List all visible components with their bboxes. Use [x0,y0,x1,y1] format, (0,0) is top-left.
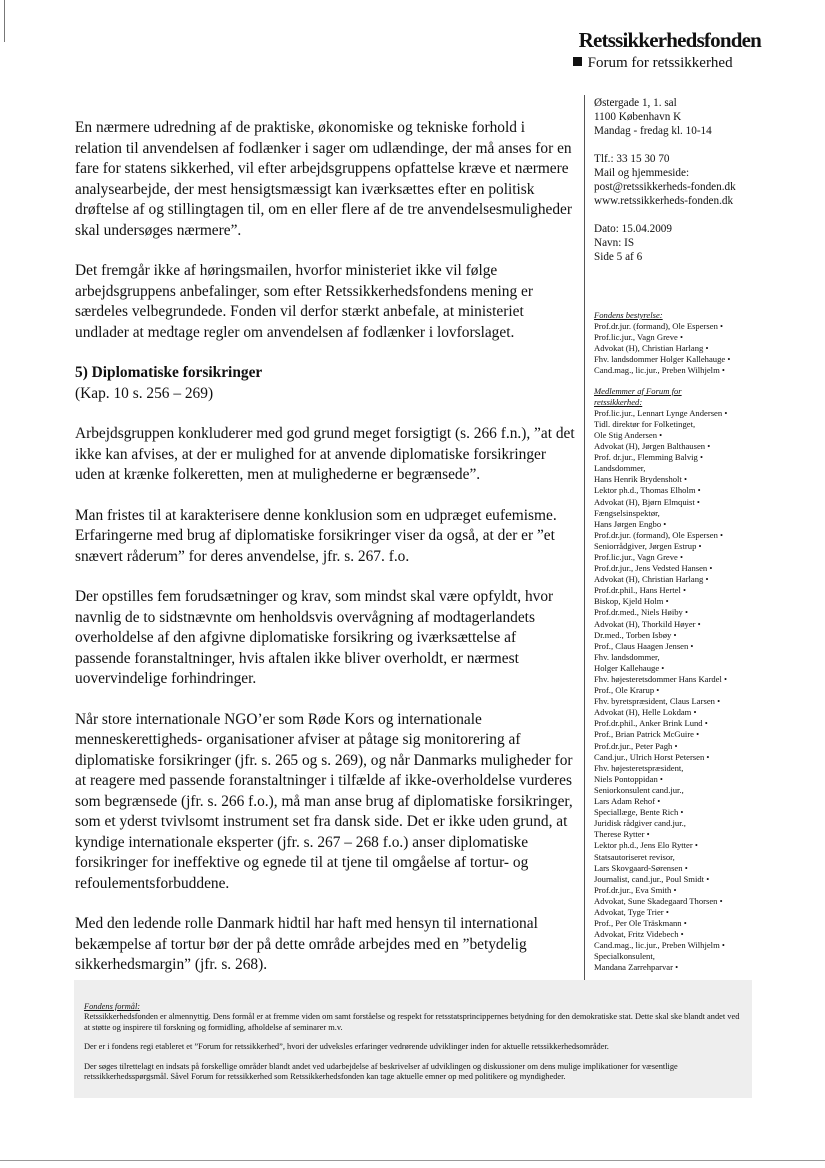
roster-entry: Cand.jur., Ulrich Horst Petersen • [594,752,794,763]
roster-entry: Prof. dr.jur., Flemming Balvig • [594,452,794,463]
scan-edge-mark [4,0,5,42]
paragraph: Det fremgår ikke af høringsmailen, hvorfor ministeriet ikke vil følge arbejdsgruppens anbefalinger, som efter Retssikkerhedsfondens mening er særdeles velbegrundede. Fonden vil derfor stærkt anbefale, at ministeriet undlader at medtage regler om anvendelsen af fodlænker i lovforslaget. [75,262,533,341]
roster-entry: Prof.dr.phil., Anker Brink Lund • [594,718,794,729]
roster-entry: Landsdommer, [594,463,646,474]
roster-entry: Prof.lic.jur., Vagn Greve • [594,552,794,563]
roster-entry: Prof.lic.jur., Lennart Lynge Andersen • [594,408,794,419]
roster-entry: Seniorkonsulent cand.jur., [594,784,684,795]
roster-entry: Advokat, Fritz Videbech • [594,929,794,940]
roster-entry: Hans Jørgen Engbo • [594,519,794,530]
sidebar-contact [594,96,784,264]
roster-entry: Fhv. højesteretsdommer Hans Kardel • [594,674,794,685]
members-header-cont: retssikkerhed: [594,396,643,407]
roster-entry: Prof.dr.jur., Peter Pagh • [594,741,794,752]
roster-entry: Prof., Ole Krarup • [594,685,794,696]
roster-entry: Advokat, Sune Skadegaard Thorsen • [594,896,794,907]
roster-entry: Therese Rytter • [594,829,794,840]
roster-entry: Cand.mag., lic.jur., Preben Wilhjelm • [594,940,794,951]
footer-header: Fondens formål: [84,1002,141,1011]
roster-entry: Seniorrådgiver, Jørgen Estrup • [594,541,794,552]
section-reference: (Kap. 10 s. 256 – 269) [75,384,214,402]
roster [594,310,794,974]
footer-paragraph: Der søges tilrettelagt en indsats på forskellige områder blandt andet ved udarbejdelse af beskrivelser af udviklingen og diskussioner om dens mulige implikationer for væsentlige retssikkerhedsspørgsmål. Såvel Forum for retssikkerhed som Retssikkerhedsfonden kan tage aktuelle emner op med politikere og myndigheder. [84,1061,678,1082]
paragraph: Når store internationale NGO’er som Røde Kors og internationale menneskerettigheds- organisationer afviser at påtage sig monitorering af diplomatiske forsikringer (jfr. s. 265 og s. 269), og når Danmarks muligheder for at reagere med passende foranstaltninger i tilfælde af ikke-overholdelse vurderes som begrænsede (jfr. s. 266 f.o.), må man anse brug af diplomatiske forsikringer, som et yderst tvivlsomt instrument set fra dansk side. Det er ikke uden grund, at kyndige internationale eksperter (jfr. s. 267 – 268 f.o.) anser diplomatiske forsikringer for ineffektive og egnede til at tjene til omgåelse af tortur- og refoulementsforbuddene. [75,710,573,892]
board-header: Fondens bestyrelse: [594,310,663,320]
address-line: 1100 København K [594,111,682,123]
board-list [594,321,794,376]
roster-entry: Cand.mag., lic.jur., Preben Wilhjelm • [594,365,794,376]
paragraph: Med den ledende rolle Danmark hidtil har haft med hensyn til international bekæmpelse af tortur bør der på dette område arbejdes med en ”betydelig sikkerhedsmargin” (jfr. s. 268). [75,915,538,973]
roster-entry: Prof.dr.med., Niels Høiby • [594,607,794,618]
roster-entry: Advokat (H), Helle Lokdam • [594,707,794,718]
roster-entry: Journalist, cand.jur., Poul Smidt • [594,874,794,885]
address-line: Østergade 1, 1. sal [594,97,677,109]
roster-entry: Prof., Brian Patrick McGuire • [594,729,794,740]
page-bottom-edge [0,1160,825,1161]
roster-entry: Ole Stig Andersen • [594,430,794,441]
organization-name: Retssikkerhedsfonden [578,28,761,52]
tagline-text: Forum for retssikkerhed [587,55,733,71]
roster-entry: Prof.dr.jur. (formand), Ole Espersen • [594,530,794,541]
roster-entry: Prof.dr.jur. (formand), Ole Espersen • [594,321,794,332]
roster-entry: Fhv. landsdommer, [594,651,660,662]
roster-entry: Holger Kallehauge • [594,663,794,674]
roster-entry: Fhv. byretspræsident, Claus Larsen • [594,696,794,707]
letterhead [573,28,761,72]
footer-purpose [74,980,752,1098]
roster-entry: Fhv. højesteretspræsident, [594,762,684,773]
roster-entry: Prof., Claus Haagen Jensen • [594,641,794,652]
roster-entry: Tidl. direktør for Folketinget, [594,418,696,429]
square-bullet-icon [573,57,582,66]
section-heading: 5) Diplomatiske forsikringer [75,364,263,381]
roster-entry: Advokat (H), Christian Harlang • [594,343,794,354]
roster-entry: Advokat (H), Thorkild Høyer • [594,619,794,630]
contact-label: Mail og hjemmeside: [594,167,690,179]
paragraph: En nærmere udredning af de praktiske, økonomiske og tekniske forhold i relation til anvendelsen af fodlænker i sager om udlændinge, der må anses for en fare for statens sikkerhed, vil efter arbejdsgruppens opfattelse kræve et nærmere analysearbejde, der mest hensigtsmæssigt kan iværksættes efter en politisk drøftelse af og stillingtagen til, om en eller flere af de tre anvendelsesmuligheder skal undersøges nærmere”. [75,119,573,239]
footer-paragraph: Retssikkerhedsfonden er almennyttig. Dens formål er at fremme viden om samt forståelse og respekt for retsstatsprincippernes betydning for den demokratiske stat. Dette skal ske blandt andet ved at støtte og inspirere til forskning og formidling, afholdelse af seminarer m.v. [84,1012,740,1032]
letter-body [75,118,575,996]
roster-entry: Prof.dr.jur., Jens Vedsted Hansen • [594,563,794,574]
roster-entry: Specialkonsulent, [594,951,655,962]
roster-entry: Fhv. landsdommer Holger Kallehauge • [594,354,794,365]
roster-entry: Prof.dr.phil., Hans Hertel • [594,585,794,596]
roster-entry: Hans Henrik Brydensholt • [594,474,794,485]
page-number: Side 5 af 6 [594,251,643,263]
roster-entry: Advokat (H), Bjørn Elmquist • [594,497,794,508]
roster-entry: Prof.dr.jur., Eva Smith • [594,885,794,896]
roster-entry: Prof., Per Ole Träskmann • [594,918,794,929]
organization-tagline [573,55,761,72]
author-initials: Navn: IS [594,237,635,249]
roster-entry: Biskop, Kjeld Holm • [594,596,794,607]
opening-hours: Mandag - fredag kl. 10-14 [594,125,712,137]
column-divider [584,95,585,985]
roster-entry: Lektor ph.d., Thomas Elholm • [594,485,794,496]
website: www.retssikkerheds-fonden.dk [594,195,734,207]
roster-entry: Advokat (H), Christian Harlang • [594,574,794,585]
paragraph: Der opstilles fem forudsætninger og krav, som mindst skal være opfyldt, hvor navnlig de to sidstnævnte om henholdsvis overvågning af modtagerlandets overholdelse af den afgivne diplomatiske forsikring og iværksættelse af passende foranstaltninger, hvis aftalen ikke bliver overholdt, er nærmest uovervindelige forhindringer. [75,588,554,687]
roster-entry: Fængselsinspektør, [594,507,660,518]
members-list [594,408,794,974]
roster-entry: Lars Adam Rehof • [594,796,794,807]
roster-entry: Lektor ph.d., Jens Elo Rytter • [594,840,794,851]
phone: Tlf.: 33 15 30 70 [594,153,670,165]
roster-entry: Lars Skovgaard-Sørensen • [594,863,794,874]
members-header: Medlemmer af Forum for [594,385,682,396]
paragraph: Man fristes til at karakterisere denne konklusion som en udpræget eufemisme. Erfaringerne med brug af diplomatiske forsikringer viser da også, at der er ”et snævert råderum” for deres anvendelse, jfr. s. 267. f.o. [75,506,557,565]
footer-paragraph: Der er i fondens regi etableret et ”Forum for retssikkerhed”, hvori der udveksles erfaringer vedrørende udviklinger inden for aktuelle retssikkerhedsområder. [84,1042,609,1052]
roster-entry: Niels Pontoppidan • [594,774,794,785]
roster-entry: Advokat, Tyge Trier • [594,907,794,918]
roster-entry: Statsautoriseret revisor, [594,851,675,862]
roster-entry: Mandana Zarrehparvar • [594,962,794,973]
email-address: post@retssikkerheds-fonden.dk [594,181,736,193]
roster-entry: Advokat (H), Jørgen Balthausen • [594,441,794,452]
roster-entry: Prof.lic.jur., Vagn Greve • [594,332,794,343]
date: Dato: 15.04.2009 [594,223,672,235]
roster-entry: Dr.med., Torben Isbøy • [594,630,794,641]
roster-entry: Juridisk rådgiver cand.jur., [594,818,686,829]
paragraph: Arbejdsgruppen konkluderer med god grund meget forsigtigt (s. 266 f.n.), ”at det ikke kan afvises, at der er mulighed for at anvende diplomatiske forsikringer uden at krænke folkeretten, men at mulighederne er begrænsede”. [75,425,575,483]
roster-entry: Speciallæge, Bente Rich • [594,807,794,818]
